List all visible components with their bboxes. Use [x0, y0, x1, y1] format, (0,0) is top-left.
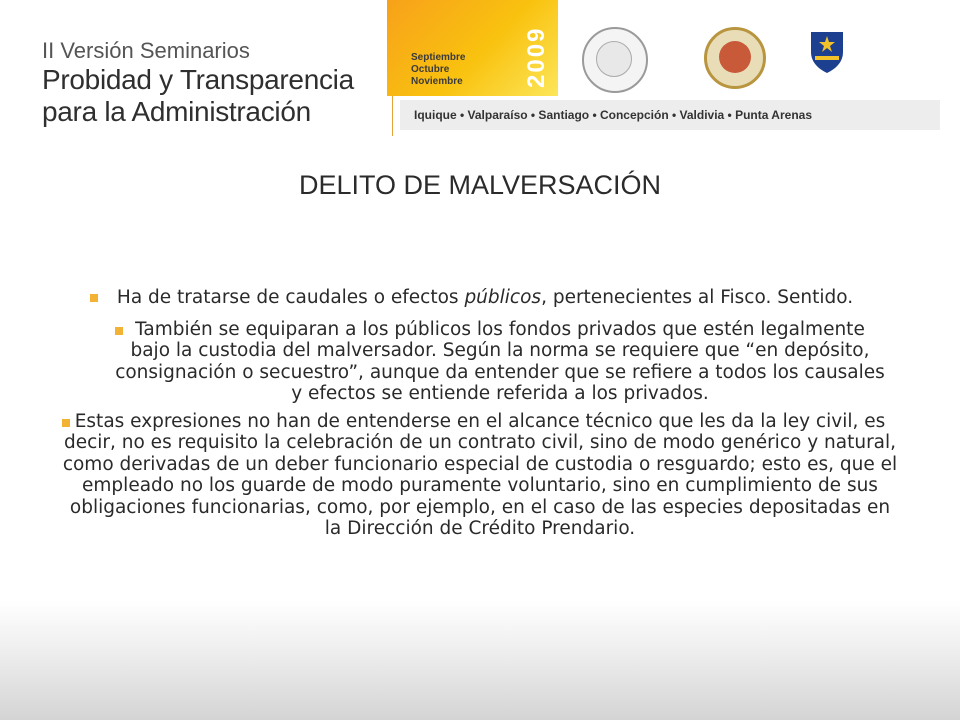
- month-november: Noviembre: [411, 76, 463, 87]
- cities-bar: [400, 100, 940, 130]
- month-september: Septiembre: [411, 52, 466, 63]
- seminar-title-line1: Probidad y Transparencia: [42, 64, 354, 95]
- contraloria-seal-icon: [582, 27, 648, 93]
- bullet-item-2: [115, 319, 885, 405]
- bullet-item-3: [60, 411, 900, 540]
- date-banner: [387, 0, 558, 96]
- bullet-marker: [115, 327, 123, 335]
- bullet-marker: [90, 294, 98, 302]
- seminar-heading: [42, 38, 354, 128]
- bullet-1-text-em: públicos: [464, 287, 542, 308]
- bullet-2-text: También se equiparan a los públicos los fondos privados que estén legalmente bajo la custodia del malversador. Según la norma se requiere que “en depósito, consignación o secuestro”, aunque da entender que se refiere a todos los causales y efectos se entiende referida a los privados.: [115, 318, 885, 404]
- bullet-3-text: Estas expresiones no han de entenderse en el alcance técnico que les da la ley civil, es decir, no es requisito la celebración de un contrato civil, sino de modo genérico y natural, como derivadas de un deber funcionario especial de custodia o resguardo; esto es, que el empleado no los guarde de modo puramente voluntario, sino en cumplimiento de sus obligaciones funcionarias, como, por ejemplo, en el caso de las especies depositadas en la Dirección de Crédito Prendario.: [62, 410, 898, 539]
- bullet-item-1: [90, 287, 880, 309]
- bullet-marker: [62, 419, 70, 427]
- shield-logo-icon: [809, 30, 845, 74]
- bottom-gradient: [0, 600, 960, 720]
- banner-divider: [392, 96, 393, 136]
- months-list: [411, 52, 465, 88]
- cities-list: Iquique • Valparaíso • Santiago • Concepción • Valdivia • Punta Arenas: [414, 108, 812, 122]
- bullet-1-text-post: , pertenecientes al Fisco. Sentido.: [541, 287, 854, 308]
- year-label: 2009: [523, 26, 550, 88]
- bullet-1-text-pre: Ha de tratarse de caudales o efectos: [116, 287, 465, 308]
- seminar-subtitle: II Versión Seminarios: [42, 38, 250, 63]
- month-october: Octubre: [411, 64, 450, 75]
- slide-body: [60, 287, 900, 540]
- university-seal-icon: [704, 27, 766, 89]
- slide-title: DELITO DE MALVERSACIÓN: [298, 170, 662, 200]
- seminar-title-line2: para la Administración: [42, 96, 311, 127]
